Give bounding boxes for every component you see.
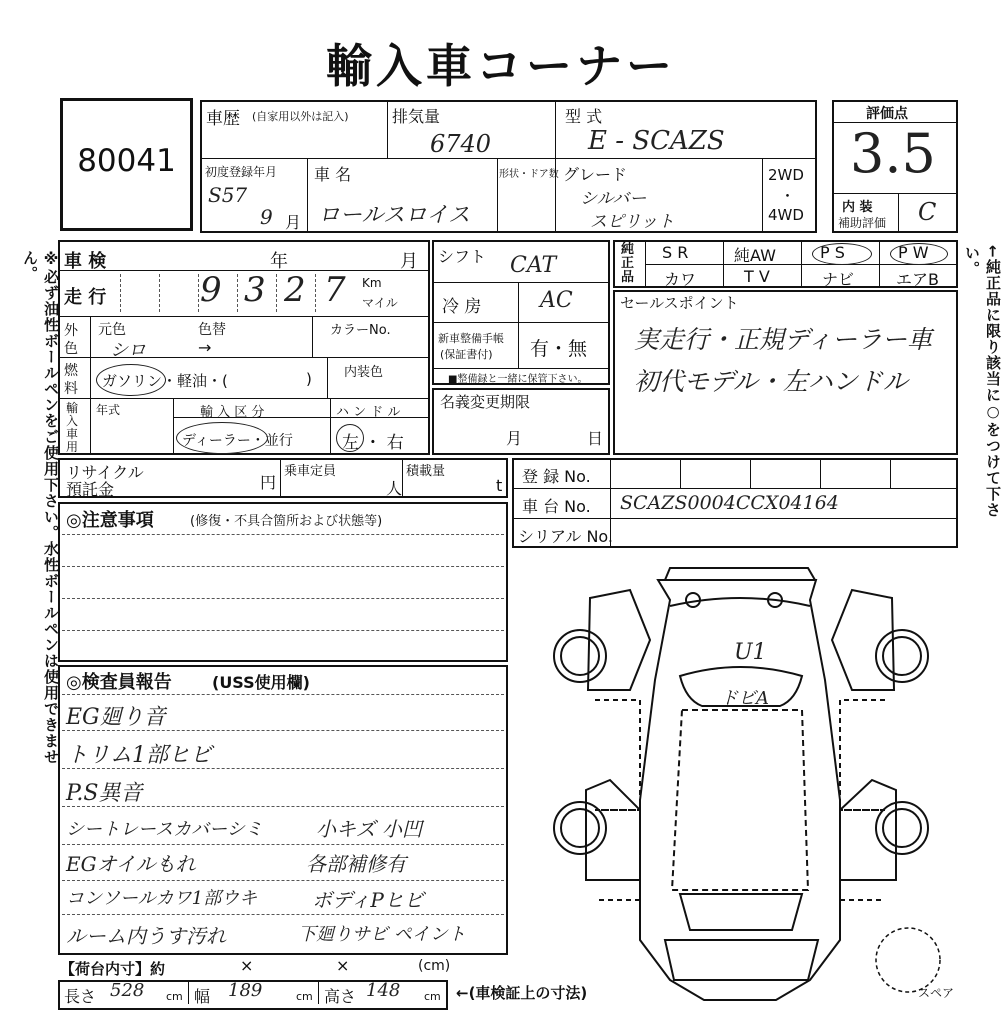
fuel-options: ガソリン・軽油・( [102, 372, 228, 390]
report-left-2: トリム1部ヒビ [66, 743, 212, 768]
height-value: 148 [366, 980, 401, 1001]
shift-value: CAT [510, 253, 557, 278]
length-value: 528 [110, 980, 145, 1001]
manual-note: ■整備録と一緒に保管下さい。 [448, 374, 588, 385]
width-value: 189 [228, 980, 263, 1001]
reg-no-label: 登 録 No. [522, 467, 591, 486]
report-left-5: EGオイルもれ [66, 852, 196, 876]
spare-label: スペア [918, 986, 955, 1000]
diagram-mark-door: ドビA [720, 688, 769, 709]
drive-4wd: 4WD [768, 206, 804, 224]
option-tv: T V [744, 267, 770, 286]
import-label: 輸入車用 [66, 401, 79, 454]
grade-value-1: シルバー [580, 189, 647, 209]
car-diagram [540, 560, 960, 1002]
diagram-mark-u1: U1 [734, 640, 767, 665]
height-label: 高さ [324, 987, 357, 1006]
sales-point-line-2: 初代モデル・左ハンドル [634, 367, 908, 396]
genuine-label: 純正品 [621, 242, 635, 285]
length-label: 長さ [64, 987, 97, 1006]
import-class-circle [176, 422, 268, 454]
manual-label-1: 新車整備手帳 [438, 332, 504, 345]
width-cm: cm [296, 990, 313, 1003]
color-arrow: → [198, 338, 212, 357]
mileage-cells [120, 274, 356, 312]
shaken-year-label: 年 [270, 251, 288, 272]
model-value: E - SCAZS [588, 126, 725, 156]
ac-label: 冷 房 [442, 297, 482, 317]
page-title: 輸入車コーナー [326, 39, 676, 93]
shaken-label: 車 検 [64, 251, 107, 272]
report-left-1: EG廻り音 [66, 705, 166, 730]
cargo-cm: (cm) [418, 958, 451, 974]
cert-note: ←(車検証上の寸法) [456, 984, 588, 1002]
right-side-note: ←純正品に限り該当に○をつけて下さい。 [963, 245, 1002, 518]
interior-score-value: C [918, 198, 937, 226]
option-sr: S R [662, 243, 689, 262]
fuel-circle [96, 364, 166, 396]
car-name-label: 車 名 [314, 165, 352, 184]
ton-unit: t [496, 476, 503, 495]
shaken-month-label: 月 [400, 251, 418, 272]
height-cm: cm [424, 990, 441, 1003]
shift-label: シフト [438, 247, 487, 266]
option-pw: P W [898, 243, 929, 262]
displacement-label: 排気量 [392, 107, 441, 126]
report-right-7: 下廻りサビ ペイント [298, 924, 466, 945]
inspector-label: ◎検査員報告 [66, 672, 172, 693]
yen-unit: 円 [260, 473, 277, 492]
first-reg-label: 初度登録年月 [205, 165, 278, 179]
cargo-times-1: × [240, 956, 254, 975]
cargo-times-2: × [336, 956, 350, 975]
option-ps-circle [812, 243, 872, 265]
score-value: 3.5 [850, 122, 936, 185]
mileage-label: 走 行 [64, 287, 107, 308]
name-change-day: 日 [587, 429, 604, 448]
capacity-label: 乗車定員 [284, 464, 337, 479]
report-right-6: ボディPヒビ [312, 888, 424, 912]
exterior-label: 外色 [64, 323, 78, 357]
chassis-label: 車 台 No. [522, 497, 591, 516]
report-left-3: P.S異音 [66, 781, 143, 806]
handle-value: 左 ・ 右 [342, 433, 404, 453]
first-reg-month-unit: 月 [285, 213, 302, 232]
person-unit: 人 [386, 479, 403, 498]
load-label: 積載量 [406, 464, 446, 479]
km-label: Km [362, 276, 382, 290]
history-label: 車歴 [206, 109, 240, 129]
manual-value: 有・無 [530, 338, 588, 360]
grade-label: グレード [563, 165, 628, 184]
mileage-digit-2: 3 [244, 270, 266, 310]
report-left-4: シートレースカバーシミ [66, 819, 263, 840]
ac-value: AC [540, 288, 573, 313]
fuel-close: ) [306, 370, 312, 388]
handle-label: ハ ン ド ル [336, 405, 401, 420]
interior-score-label-1: 内 装 [842, 200, 873, 215]
interior-score-label-2: 補助評価 [838, 216, 887, 230]
lot-number-box [60, 98, 193, 231]
length-cm: cm [166, 990, 183, 1003]
chassis-value: SCAZS0004CCX04164 [620, 492, 839, 514]
drive-2wd: 2WD [768, 166, 804, 184]
handle-circle [336, 424, 364, 452]
mileage-digit-1: 9 [200, 270, 222, 310]
option-airbag: エアB [896, 270, 939, 289]
shape-door-label: 形状・ドア数 [499, 169, 559, 180]
recycle-label-2: 預託金 [66, 480, 115, 499]
name-change-month: 月 [506, 429, 523, 448]
first-reg-month: 9 [260, 205, 273, 229]
name-change-label: 名義変更期限 [440, 393, 531, 411]
caution-label: ◎注意事項 [66, 510, 154, 531]
mile-label: マイル [362, 296, 398, 310]
report-left-6: コンソールカワ1部ウキ [66, 888, 258, 909]
serial-label: シリアル No. [518, 527, 614, 546]
mileage-digit-3: 2 [284, 270, 306, 310]
caution-note: (修復・不具合箇所および状態等) [190, 514, 383, 529]
model-label: 型 式 [565, 107, 603, 126]
width-label: 幅 [194, 987, 211, 1006]
recycle-label-1: リサイクル [66, 463, 144, 482]
displacement-value: 6740 [430, 130, 492, 158]
report-right-5: 各部補修有 [306, 852, 406, 876]
option-leather: カワ [664, 270, 697, 289]
option-navi: ナビ [822, 270, 855, 289]
color-value: シロ [110, 340, 146, 361]
lot-number: 80041 [77, 143, 176, 179]
interior-color-label: 内装色 [344, 365, 384, 380]
year-format-label: 年式 [96, 403, 121, 417]
color-change-label: 色替 [198, 322, 226, 338]
mileage-digit-4: 7 [324, 270, 346, 310]
manual-label-2: (保証書付) [440, 348, 493, 361]
option-pw-circle [890, 243, 948, 265]
sales-point-label: セールスポイント [620, 294, 739, 312]
grade-value-2: スピリット [590, 212, 675, 232]
inspector-note: (USS使用欄) [212, 673, 310, 692]
report-right-4: 小キズ 小凹 [316, 817, 422, 841]
option-ps: P S [820, 243, 845, 262]
import-class-label: 輸 入 区 分 [200, 405, 265, 420]
first-reg-year: S57 [208, 183, 248, 207]
sales-point-line-1: 実走行・正規ディーラー車 [634, 325, 933, 354]
original-color-label: 元色 [98, 322, 126, 338]
cargo-label: 【荷台内寸】約 [60, 960, 166, 978]
import-class-value: ディーラー・並行 [182, 433, 293, 449]
fuel-label: 燃料 [64, 363, 78, 397]
score-label: 評価点 [866, 106, 908, 122]
drive-dot: ・ [780, 187, 796, 205]
report-left-7: ルーム内うす汚れ [66, 924, 226, 948]
history-note: (自家用以外は記入) [252, 110, 349, 123]
car-name-value: ロールスロイス [318, 203, 471, 228]
color-no-label: カラーNo. [330, 323, 391, 338]
option-aw: 純AW [734, 246, 776, 265]
left-side-note: ※必ず油性ボールペンをご使用下さい。水性ボールペンは使用できません。 [21, 250, 60, 765]
